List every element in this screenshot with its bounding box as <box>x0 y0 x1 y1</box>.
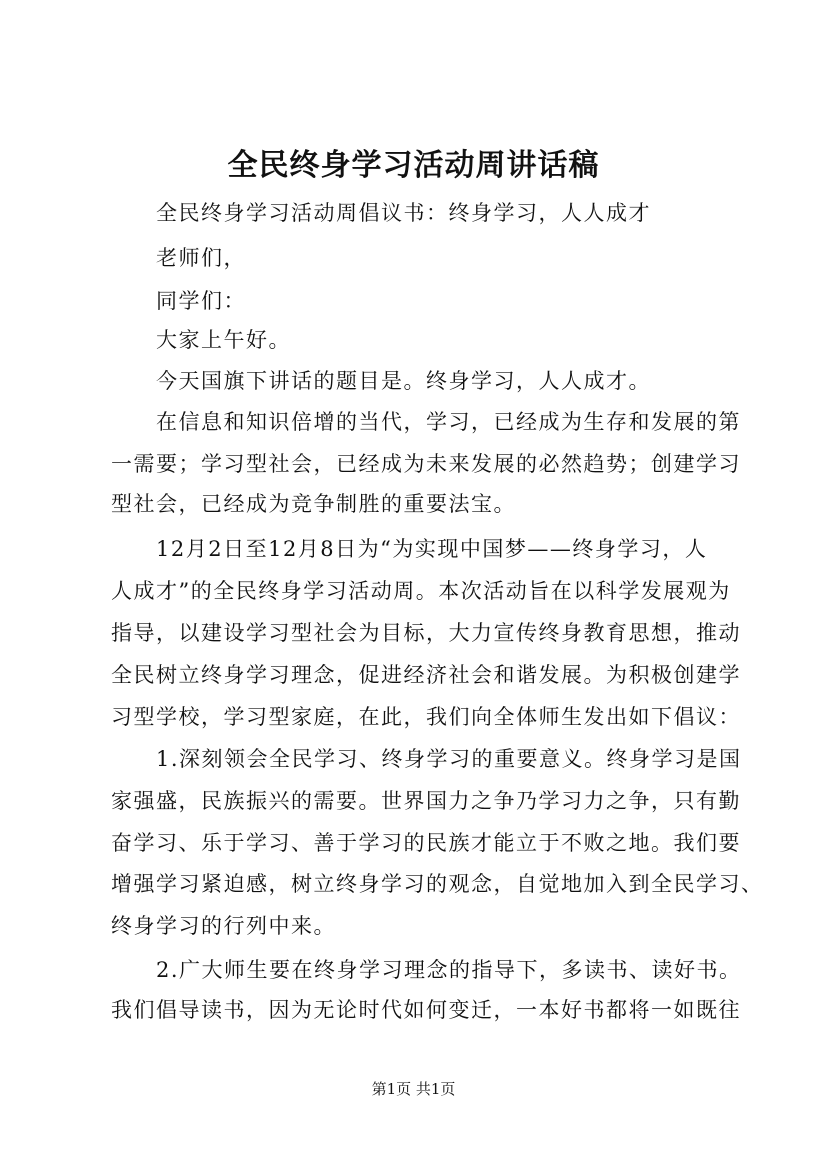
text-line: 奋学习、乐于学习、善于学习的民族才能立于不败之地。我们要 <box>111 831 741 855</box>
page-footer: 第1页 共1页 <box>371 1080 456 1098</box>
text-line: 指导，以建设学习型社会为目标，大力宣传终身教育思想，推动 <box>111 621 741 645</box>
text-line: 2.广大师生要在终身学习理念的指导下，多读书、读好书。 <box>156 958 742 982</box>
text-line: 今天国旗下讲话的题目是。终身学习，人人成才。 <box>156 369 651 393</box>
text-line: 1.深刻领会全民学习、终身学习的重要意义。终身学习是国 <box>156 747 742 771</box>
text-line: 全民终身学习活动周倡议书：终身学习，人人成才 <box>156 201 651 225</box>
text-line: 一需要；学习型社会，已经成为未来发展的必然趋势；创建学习 <box>111 452 741 476</box>
text-line: 老师们， <box>156 246 246 270</box>
text-line: 在信息和知识倍增的当代，学习，已经成为生存和发展的第 <box>156 410 741 434</box>
text-line: 全民树立终身学习理念，促进经济社会和谐发展。为积极创建学 <box>111 663 741 687</box>
text-line: 终身学习的行列中来。 <box>111 914 336 938</box>
text-line: 家强盛，民族振兴的需要。世界国力之争乃学习力之争，只有勤 <box>111 789 741 813</box>
document-title: 全民终身学习活动周讲话稿 <box>227 148 600 183</box>
text-line: 大家上午好。 <box>156 328 291 352</box>
text-line: 我们倡导读书，因为无论时代如何变迁，一本好书都将一如既往 <box>111 998 741 1022</box>
text-line: 型社会，已经成为竞争制胜的重要法宝。 <box>111 492 516 516</box>
text-line: 人成才”的全民终身学习活动周。本次活动旨在以科学发展观为 <box>111 579 731 603</box>
text-line: 同学们： <box>156 289 246 313</box>
text-line: 习型学校，学习型家庭，在此，我们向全体师生发出如下倡议： <box>111 705 741 729</box>
text-line: 12月2日至12月8日为“为实现中国梦——终身学习，人 <box>156 537 708 561</box>
text-line: 增强学习紧迫感，树立终身学习的观念，自觉地加入到全民学习、 <box>111 872 764 896</box>
